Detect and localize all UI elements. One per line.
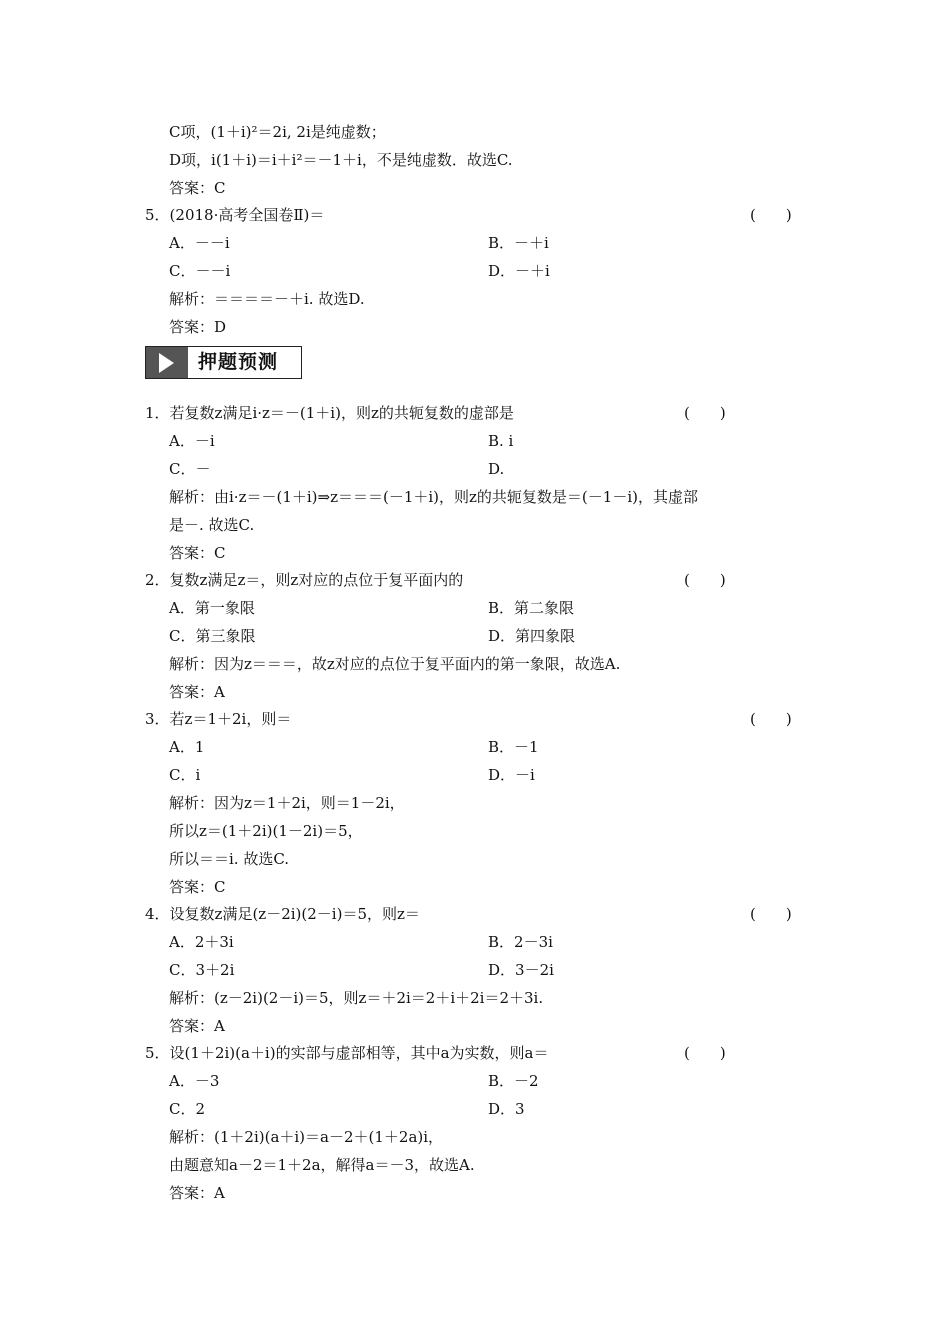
play-arrow-icon <box>159 353 174 373</box>
q2-opt-c: C．第三象限 <box>169 627 256 645</box>
q2-stem: 2．复数z满足z＝，则z对应的点位于复平面内的 <box>145 571 464 589</box>
q5-stem: 5．设(1＋2i)(a＋i)的实部与虚部相等，其中a为实数，则a＝ <box>145 1044 549 1062</box>
q5-prev-paren: ( ) <box>750 206 792 224</box>
q3-opt-a: A．1 <box>169 738 205 756</box>
q5-paren: ( ) <box>684 1044 726 1062</box>
q1-opt-c: C．－ <box>169 460 211 478</box>
q5-prev-opt-d: D．－＋i <box>488 262 550 280</box>
q4-opt-b: B．2－3i <box>488 933 553 951</box>
q5-prev-opt-c: C．－－i <box>169 262 231 280</box>
section-banner <box>145 346 302 379</box>
q2-paren: ( ) <box>684 571 726 589</box>
q4-opt-a: A．2＋3i <box>169 933 234 951</box>
q3-opt-b: B．－1 <box>488 738 539 756</box>
q3-opt-d: D．－i <box>488 766 535 784</box>
prev-answer: 答案：C <box>169 179 226 197</box>
q2-opt-d: D．第四象限 <box>488 627 576 645</box>
q5-analysis-line1: 解析：(1＋2i)(a＋i)＝a－2＋(1＋2a)i， <box>169 1128 444 1146</box>
q1-opt-b: B. i <box>488 432 514 450</box>
q4-analysis: 解析：(z－2i)(2－i)＝5，则z＝＋2i＝2＋i＋2i＝2＋3i. <box>169 989 544 1007</box>
q5-prev-stem: 5．(2018·高考全国卷Ⅱ)＝ <box>145 206 325 224</box>
q4-stem: 4．设复数z满足(z－2i)(2－i)＝5，则z＝ <box>145 905 420 923</box>
q2-answer: 答案：A <box>169 683 225 701</box>
q3-opt-c: C．i <box>169 766 201 784</box>
q4-answer: 答案：A <box>169 1017 225 1035</box>
section-title: 押题预测 <box>198 351 279 373</box>
q5-prev-answer: 答案：D <box>169 318 227 336</box>
q3-stem: 3．若z＝1＋2i，则＝ <box>145 710 292 728</box>
q5-opt-c: C．2 <box>169 1100 206 1118</box>
q5-analysis-line2: 由题意知a－2＝1＋2a，解得a＝－3，故选A. <box>169 1156 475 1174</box>
q3-analysis-line1: 解析：因为z＝1＋2i，则＝1－2i， <box>169 794 405 812</box>
q5-prev-opt-b: B．－＋i <box>488 234 549 252</box>
banner-arrow-box <box>146 347 188 378</box>
q1-opt-d: D. <box>488 460 505 478</box>
q1-answer: 答案：C <box>169 544 226 562</box>
q4-paren: ( ) <box>750 905 792 923</box>
q2-opt-b: B．第二象限 <box>488 599 575 617</box>
q1-analysis-line1: 解析：由i·z＝－(1＋i)⇒z＝＝＝(－1＋i)，则z的共轭复数是＝(－1－i)，其虚部 <box>169 488 698 506</box>
q1-opt-a: A．－i <box>169 432 215 450</box>
q1-stem: 1．若复数z满足i·z＝－(1＋i)，则z的共轭复数的虚部是 <box>145 404 514 422</box>
q3-analysis-line3: 所以＝＝i. 故选C. <box>169 850 290 868</box>
q3-answer: 答案：C <box>169 878 226 896</box>
q2-opt-a: A．第一象限 <box>169 599 255 617</box>
q4-opt-c: C．3＋2i <box>169 961 235 979</box>
prev-d-line: D项，i(1＋i)＝i＋i²＝－1＋i，不是纯虚数．故选C. <box>169 151 513 169</box>
q3-paren: ( ) <box>750 710 792 728</box>
prev-c-line: C项，(1＋i)²＝2i, 2i是纯虚数； <box>169 123 386 141</box>
q5-answer: 答案：A <box>169 1184 225 1202</box>
q5-opt-b: B．－2 <box>488 1072 539 1090</box>
q5-prev-opt-a: A．－－i <box>169 234 230 252</box>
q5-opt-a: A．－3 <box>169 1072 220 1090</box>
q4-opt-d: D．3－2i <box>488 961 554 979</box>
q3-analysis-line2: 所以z＝(1＋2i)(1－2i)＝5， <box>169 822 363 840</box>
q1-paren: ( ) <box>684 404 726 422</box>
q5-opt-d: D．3 <box>488 1100 525 1118</box>
q1-analysis-line2: 是－. 故选C. <box>169 516 255 534</box>
q5-prev-analysis: 解析：＝＝＝＝－＋i. 故选D. <box>169 290 365 308</box>
q2-analysis: 解析：因为z＝＝＝，故z对应的点位于复平面内的第一象限，故选A. <box>169 655 621 673</box>
